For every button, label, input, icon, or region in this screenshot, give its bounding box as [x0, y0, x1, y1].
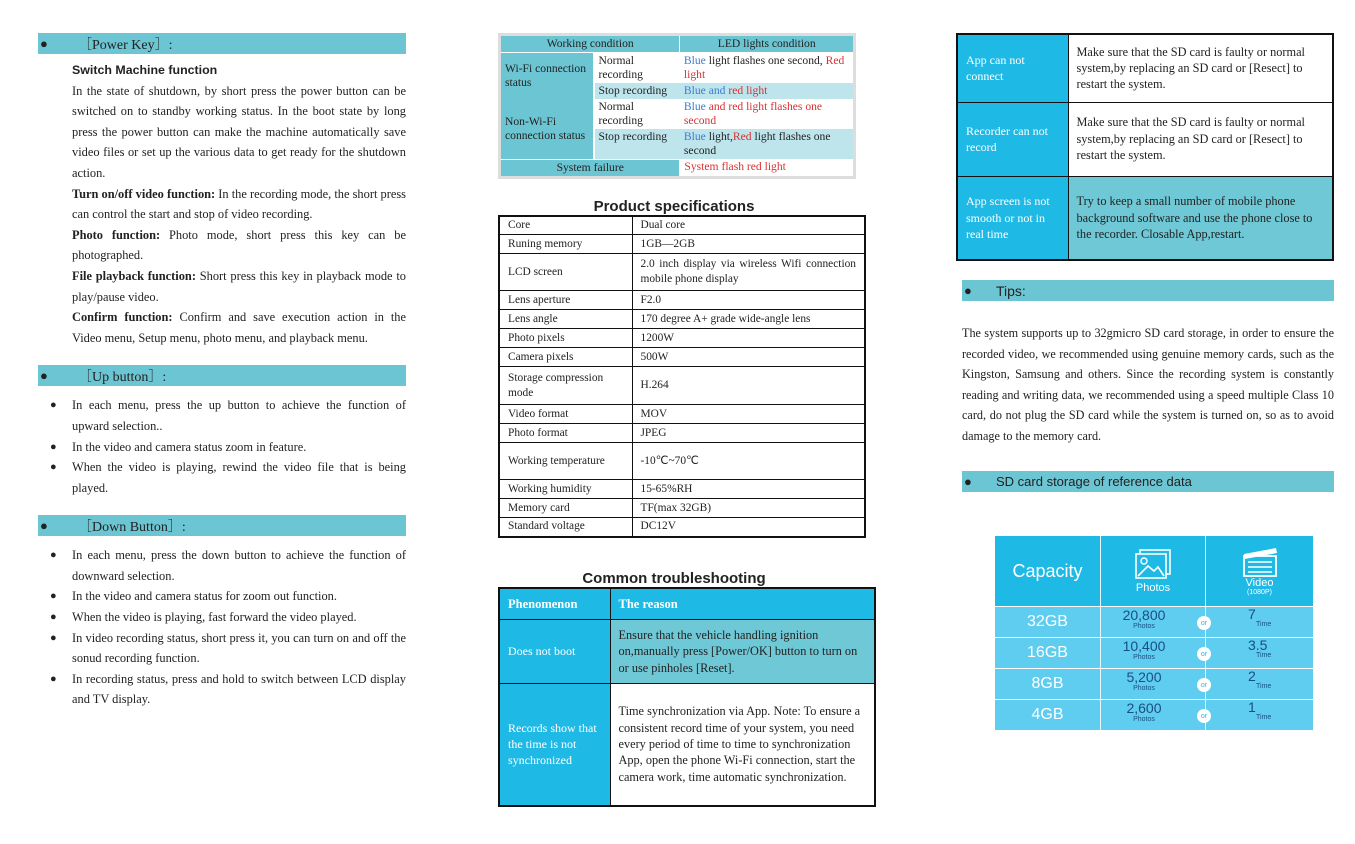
bullet-icon: ●: [40, 517, 48, 533]
sd-capacity-table: [995, 536, 1313, 730]
video-time-cell: 2 Time: [1206, 669, 1313, 699]
bullet-icon: ●: [964, 283, 972, 298]
reason-cell: Make sure that the SD card is faulty or normal system,by replacing an SD card or [Resect] to restart the system.: [1068, 102, 1333, 176]
spec-value: 15-65%RH: [632, 480, 865, 499]
list-item: ● When the video is playing, fast forward the video played.: [38, 607, 406, 628]
or-badge: or: [1197, 616, 1211, 630]
spec-row: [499, 424, 865, 443]
spec-row: [499, 405, 865, 424]
photos-count-cell: 10,400 Photos or: [1101, 638, 1206, 668]
spec-row: [499, 254, 865, 291]
clapperboard-icon: [1240, 546, 1280, 578]
capacity-row: [995, 607, 1313, 637]
up-button-heading-bar: [38, 365, 406, 386]
spec-value: 1200W: [632, 329, 865, 348]
or-badge: or: [1197, 647, 1211, 661]
troubleshooting-table: [498, 587, 876, 807]
spec-row: [499, 216, 865, 235]
video-time-cell: 1 Time: [1206, 700, 1313, 730]
turn-onoff-para: Turn on/off video function: In the recording mode, the short press can control the start and stop of video recording.: [72, 186, 406, 222]
capacity-row: [995, 700, 1313, 730]
reason-cell: Ensure that the vehicle handling ignition on,manually press [Power/OK] button to turn on or use pinholes [Reset].: [610, 620, 875, 684]
list-item: ● In the video and camera status zoom in feature.: [38, 437, 406, 458]
spec-label: Runing memory: [499, 235, 632, 254]
capacity-size: 4GB: [995, 700, 1101, 730]
spec-value: H.264: [632, 367, 865, 405]
photos-header: Photos: [1101, 536, 1206, 606]
spec-label: Standard voltage: [499, 518, 632, 537]
capacity-row: [995, 638, 1313, 668]
photos-count-cell: 5,200 Photos or: [1101, 669, 1206, 699]
troubleshooting-continued-table: [956, 33, 1334, 261]
reason-header: The reason: [610, 588, 875, 620]
spec-row: [499, 499, 865, 518]
spec-row: [499, 443, 865, 480]
spec-row: [499, 310, 865, 329]
photo-function-para: Photo function: Photo mode, short press this key can be photographed.: [72, 227, 406, 263]
spec-value: F2.0: [632, 291, 865, 310]
phenomenon-cell: App can not connect: [957, 34, 1068, 102]
switch-machine-heading: Switch Machine function: [72, 63, 218, 77]
trouble-title: Common troubleshooting: [582, 569, 766, 587]
list-item: ● In each menu, press the up button to achieve the function of upward selection..: [38, 395, 406, 436]
power-key-heading-bar: [38, 33, 406, 54]
tips-heading: Tips:: [996, 282, 1026, 299]
spec-label: Video format: [499, 405, 632, 424]
power-key-heading: ［Power Key］:: [78, 37, 173, 53]
up-button-heading: ［Up button］:: [78, 369, 167, 385]
capacity-row: [995, 669, 1313, 699]
capacity-header: Capacity: [995, 536, 1101, 606]
spec-label: LCD screen: [499, 254, 632, 291]
list-item: ● In recording status, press and hold to switch between LCD display and TV display.: [38, 669, 406, 710]
spec-row: [499, 329, 865, 348]
down-button-list: [38, 545, 406, 710]
tips-text: The system supports up to 32gmicro SD card storage, in order to ensure the recorded video, we recommended using genuine memory cards, such as the Kingston, Samsung and others. Since the recording system is constantly reading and writing data, we recommended using a speed multiple Class 10 card, do not plug the SD card while the system is turned on, so as to avoid damage to the memory card.: [962, 326, 1334, 443]
reason-cell: Time synchronization via App. Note: To ensure a consistent record time of your system, you need every period of time to time to synchronization App, open the phone Wi-Fi connection, start the camera work, time automatic synchronization.: [610, 684, 875, 806]
phenomenon-cell: Recorder can not record: [957, 102, 1068, 176]
spec-value: 1GB—2GB: [632, 235, 865, 254]
spec-value: TF(max 32GB): [632, 499, 865, 518]
bullet-icon: ●: [40, 367, 48, 383]
right-column: [956, 0, 1334, 498]
led-col-lights: LED lights condition: [680, 35, 855, 53]
spec-value: MOV: [632, 405, 865, 424]
list-item: ● In each menu, press the down button to achieve the function of downward selection.: [38, 545, 406, 586]
spec-row: [499, 518, 865, 537]
wifi-normal-led: Blue light flashes one second, Red light: [680, 53, 855, 84]
reason-cell: Make sure that the SD card is faulty or normal system,by replacing an SD card or [Resect] to restart the system.: [1068, 34, 1333, 102]
spec-label: Memory card: [499, 499, 632, 518]
confirm-function-para: Confirm function: Confirm and save execution action in the Video menu, Setup menu, photo menu, and playback menu.: [72, 310, 406, 345]
up-button-list: [38, 395, 406, 498]
stop-recording-label: Stop recording: [594, 129, 680, 159]
spec-label: Working temperature: [499, 443, 632, 480]
bullet-icon: ●: [40, 35, 48, 51]
system-failure-led: System flash red light: [680, 159, 855, 177]
spec-label: Photo format: [499, 424, 632, 443]
spec-value: JPEG: [632, 424, 865, 443]
video-time-cell: 7 Time: [1206, 607, 1313, 637]
spec-label: Storage compression mode: [499, 367, 632, 405]
wifi-stop-led: Blue and red light: [680, 83, 855, 99]
spec-label: Lens aperture: [499, 291, 632, 310]
spec-value: 170 degree A+ grade wide-angle lens: [632, 310, 865, 329]
or-badge: or: [1197, 678, 1211, 692]
led-col-working: Working condition: [500, 35, 680, 53]
normal-recording-label: Normal recording: [594, 99, 680, 129]
nonwifi-stop-led: Blue light,Red light flashes one second: [680, 129, 855, 159]
capacity-size: 32GB: [995, 607, 1101, 637]
down-button-heading: ［Down Button］:: [78, 519, 186, 535]
video-time-cell: 3.5 Time: [1206, 638, 1313, 668]
spec-label: Camera pixels: [499, 348, 632, 367]
or-badge: or: [1197, 709, 1211, 723]
file-playback-para: File playback function: Short press this key in playback mode to play/pause video.: [72, 268, 406, 304]
spec-value: -10℃~70℃: [632, 443, 865, 480]
nonwifi-normal-led: Blue and red light flashes one second: [680, 99, 855, 129]
spec-value: DC12V: [632, 518, 865, 537]
spec-value: Dual core: [632, 216, 865, 235]
phenomenon-cell: Records show that the time is not synchronized: [499, 684, 610, 806]
capacity-size: 16GB: [995, 638, 1101, 668]
spec-label: Working humidity: [499, 480, 632, 499]
list-item: ● When the video is playing, rewind the video file that is being played.: [38, 457, 406, 498]
stop-recording-label: Stop recording: [594, 83, 680, 99]
list-item: ● In the video and camera status for zoom out function.: [38, 586, 406, 607]
power-key-para: In the state of shutdown, by short press the power button can be switched on to standby working status. In the boot state by long press the power button can make the machine automatically save video files or set up the various data to get ready for the shutdown action.: [72, 83, 406, 180]
spec-label: Photo pixels: [499, 329, 632, 348]
middle-column: [498, 0, 876, 807]
normal-recording-label: Normal recording: [594, 53, 680, 84]
video-header: Video (1080P): [1206, 536, 1313, 606]
phenomenon-cell: App screen is not smooth or not in real time: [957, 176, 1068, 260]
photos-count-cell: 2,600 Photos or: [1101, 700, 1206, 730]
capacity-header-row: [995, 536, 1313, 606]
spec-row: [499, 480, 865, 499]
spec-row: [499, 348, 865, 367]
spec-row: [499, 291, 865, 310]
system-failure-label: System failure: [500, 159, 680, 177]
spec-label: Core: [499, 216, 632, 235]
spec-title: Product specifications: [593, 197, 755, 215]
capacity-size: 8GB: [995, 669, 1101, 699]
tips-heading-bar: [962, 280, 1334, 301]
spec-value: 500W: [632, 348, 865, 367]
photos-count-cell: 20,800 Photos or: [1101, 607, 1206, 637]
wifi-status-label: Wi-Fi connection status: [500, 53, 594, 100]
reason-cell: Try to keep a small number of mobile phone background software and use the phone close to the recorder. Closable App,restart.: [1068, 176, 1333, 260]
photos-icon: [1130, 548, 1176, 582]
phenomenon-cell: Does not boot: [499, 620, 610, 684]
spec-row: [499, 367, 865, 405]
led-status-table: [498, 33, 856, 179]
spec-table: [498, 215, 866, 538]
bullet-icon: ●: [964, 473, 972, 489]
spec-value: 2.0 inch display via wireless Wifi connection mobile phone display: [632, 254, 865, 291]
phenomenon-header: Phenomenon: [499, 588, 610, 620]
nonwifi-status-label: Non-Wi-Fi connection status: [500, 99, 594, 159]
down-button-heading-bar: [38, 515, 406, 536]
spec-label: Lens angle: [499, 310, 632, 329]
spec-row: [499, 235, 865, 254]
list-item: ● In video recording status, short press it, you can turn on and off the sonud recording function.: [38, 628, 406, 669]
sd-ref-heading-bar: [962, 471, 1334, 492]
left-column: [38, 0, 406, 710]
sd-ref-heading: SD card storage of reference data: [996, 473, 1192, 489]
